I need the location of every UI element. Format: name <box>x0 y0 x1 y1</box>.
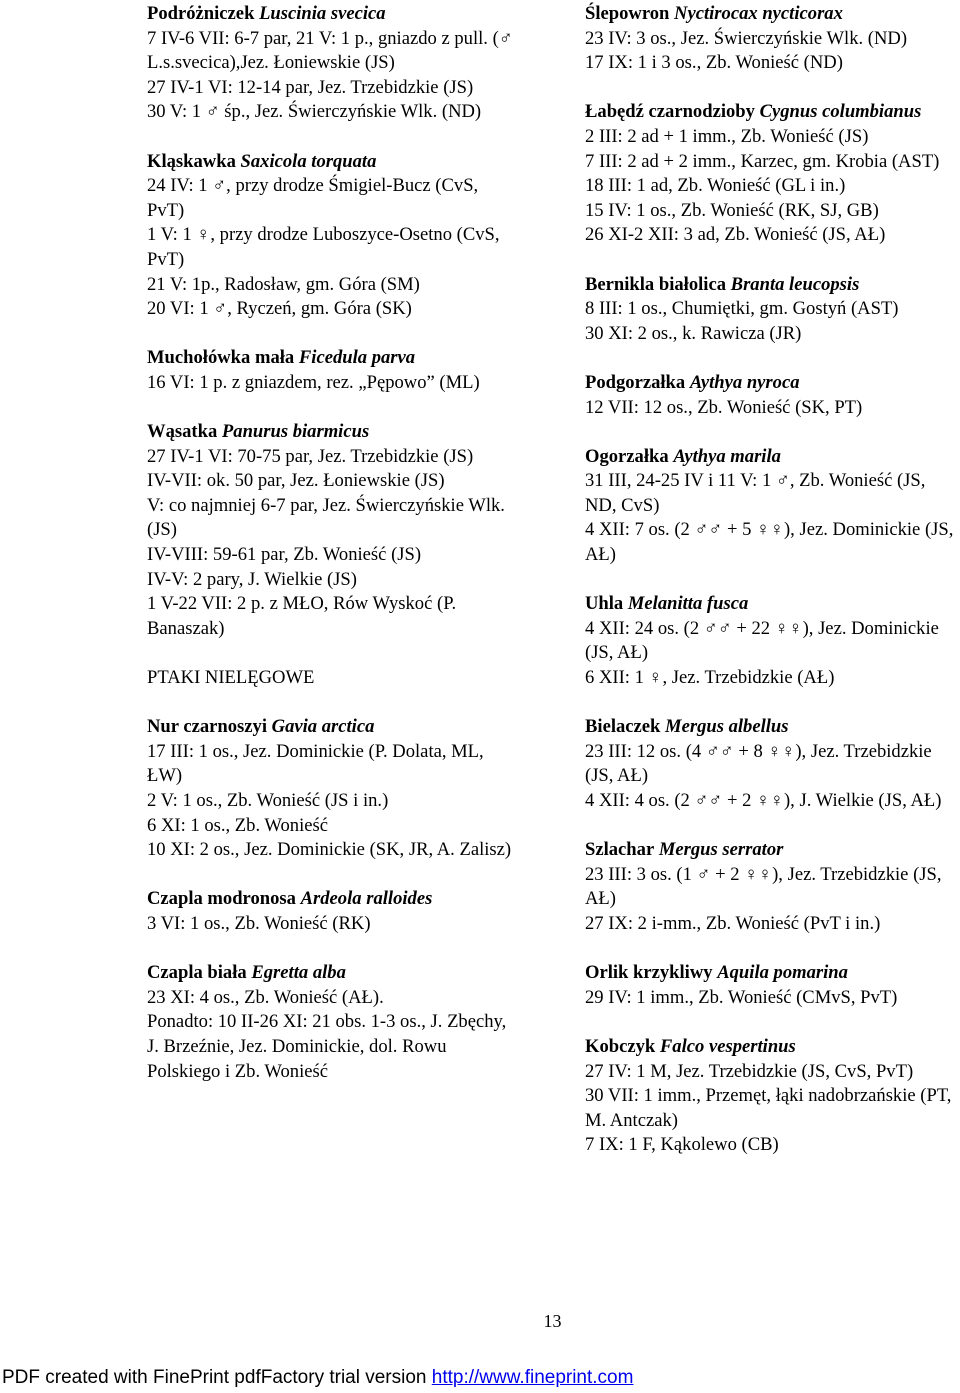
species-entry <box>147 420 517 641</box>
species-polish-name: Podróżniczek <box>147 3 255 24</box>
species-polish-name: Czapla modronosa <box>147 888 296 910</box>
species-polish-name: Ślepowron <box>585 3 670 24</box>
species-entry <box>585 371 960 420</box>
species-title <box>585 715 960 740</box>
species-polish-name: Czapla biała <box>147 962 247 984</box>
species-entry <box>147 346 517 395</box>
species-polish-name: Orlik krzykliwy <box>585 962 713 984</box>
observation-record: 2 V: 1 os., Zb. Wonieść (JS i in.) <box>147 790 389 811</box>
species-title <box>585 445 960 470</box>
species-latin-name: Egretta alba <box>251 962 346 984</box>
observation-record: 30 VII: 1 imm., Przemęt, łąki nadobrzańskie (PT, M. Antczak) <box>585 1085 952 1131</box>
observation-record: 30 V: 1 ♂ śp., Jez. Świerczyńskie Wlk. (ND) <box>147 101 482 123</box>
species-title <box>585 371 960 396</box>
species-title <box>585 838 960 863</box>
species-title <box>585 961 960 986</box>
species-entry <box>585 961 960 1010</box>
species-title <box>585 2 960 27</box>
observation-record: 10 XI: 2 os., Jez. Dominickie (SK, JR, A. Zalisz) <box>147 839 512 861</box>
species-title <box>585 1035 960 1060</box>
observation-record: 1 V-22 VII: 2 p. z MŁO, Rów Wyskoć (P. Banaszak) <box>147 593 457 639</box>
observation-record: 4 XII: 24 os. (2 ♂♂ + 22 ♀♀), Jez. Dominickie (JS, AŁ) <box>585 617 939 664</box>
observation-record: 27 IV-1 VI: 12-14 par, Jez. Trzebidzkie (JS) <box>147 76 474 98</box>
observation-record: 30 XI: 2 os., k. Rawicza (JR) <box>585 322 802 344</box>
species-latin-name: Aythya marila <box>673 445 781 467</box>
observation-record: 23 IV: 3 os., Jez. Świerczyńskie Wlk. (ND) <box>585 27 908 49</box>
species-latin-name: Falco vespertinus <box>659 1035 796 1057</box>
species-entry <box>585 715 960 813</box>
observation-record: 3 VI: 1 os., Zb. Wonieść (RK) <box>147 912 371 934</box>
observation-record: 1 V: 1 ♀, przy drodze Luboszyce-Osetno (CvS, PvT) <box>147 224 500 270</box>
footer-text: PDF created with FinePrint pdfFactory trial version <box>2 1367 432 1388</box>
species-latin-name: Nyctirocax nycticorax <box>674 3 843 24</box>
species-polish-name: Szlachar <box>585 839 655 861</box>
species-latin-name: Mergus serrator <box>658 839 784 861</box>
species-polish-name: Bernikla białolica <box>585 273 727 295</box>
species-title <box>147 666 517 691</box>
observation-record: 12 VII: 12 os., Zb. Wonieść (SK, PT) <box>585 396 863 418</box>
species-entry <box>147 715 517 863</box>
observation-record: 21 V: 1p., Radosław, gm. Góra (SM) <box>147 273 420 295</box>
species-entry <box>585 273 960 347</box>
observation-record: V: co najmniej 6-7 par, Jez. Świerczyńskie Wlk. (JS) <box>147 494 505 541</box>
species-latin-name: Luscinia svecica <box>259 3 386 24</box>
observation-record: 17 III: 1 os., Jez. Dominickie (P. Dolata, ML, ŁW) <box>147 740 484 787</box>
observation-record: 7 III: 2 ad + 2 imm., Karzec, gm. Krobia (AST) <box>585 150 940 172</box>
species-entry <box>585 100 960 248</box>
observation-record: 16 VI: 1 p. z gniazdem, rez. „Pępowo” (ML) <box>147 371 480 393</box>
species-polish-name: Nur czarnoszyi <box>147 716 267 738</box>
pdf-footer <box>2 1366 633 1390</box>
species-latin-name: Branta leucopsis <box>730 273 860 295</box>
footer-link[interactable]: http://www.fineprint.com <box>431 1367 634 1388</box>
species-latin-name: Gavia arctica <box>271 716 375 738</box>
left-column <box>147 2 517 1109</box>
observation-record: 4 XII: 7 os. (2 ♂♂ + 5 ♀♀), Jez. Dominickie (JS, AŁ) <box>585 519 954 566</box>
observation-record: 27 IV-1 VI: 70-75 par, Jez. Trzebidzkie (JS) <box>147 445 474 467</box>
observation-record: Ponadto: 10 II-26 XI: 21 obs. 1-3 os., J. Zbęchy, J. Brzeźnie, Jez. Dominickie, dol. Rowu Polskiego i Zb. Wonieść <box>147 1011 507 1082</box>
species-title <box>147 2 517 27</box>
species-entry <box>147 887 517 936</box>
species-latin-name: Saxicola torquata <box>240 150 377 172</box>
species-title <box>585 592 960 617</box>
species-entry <box>585 592 960 690</box>
observation-record: 17 IX: 1 i 3 os., Zb. Wonieść (ND) <box>585 52 843 74</box>
species-entry <box>585 2 960 76</box>
observation-record: 24 IV: 1 ♂, przy drodze Śmigiel-Bucz (CvS, PvT) <box>147 175 479 221</box>
species-polish-name: Bielaczek <box>585 716 661 738</box>
observation-record: 23 XI: 4 os., Zb. Wonieść (AŁ). <box>147 986 384 1008</box>
species-title <box>585 273 960 298</box>
species-latin-name: Ficedula parva <box>298 347 416 369</box>
species-polish-name: Kobczyk <box>585 1035 656 1057</box>
species-polish-name: Łabędź czarnodzioby <box>585 101 755 123</box>
species-entry <box>585 445 960 568</box>
observation-record: IV-VIII: 59-61 par, Zb. Wonieść (JS) <box>147 544 422 566</box>
species-entry <box>585 838 960 936</box>
species-entry <box>147 2 517 125</box>
observation-record: 8 III: 1 os., Chumiętki, gm. Gostyń (AST) <box>585 298 899 320</box>
species-title <box>147 887 517 912</box>
species-polish-name: Ogorzałka <box>585 445 669 467</box>
page-number: 13 <box>543 1311 562 1331</box>
species-polish-name: Kląskawka <box>147 150 236 172</box>
section-heading <box>147 666 517 691</box>
observation-record: 23 III: 3 os. (1 ♂ + 2 ♀♀), Jez. Trzebidzkie (JS, AŁ) <box>585 863 942 910</box>
observation-record: 29 IV: 1 imm., Zb. Wonieść (CMvS, PvT) <box>585 986 898 1008</box>
observation-record: 4 XII: 4 os. (2 ♂♂ + 2 ♀♀), J. Wielkie (JS, AŁ) <box>585 790 942 811</box>
species-polish-name: Wąsatka <box>147 421 218 443</box>
species-entry <box>147 150 517 322</box>
species-title <box>147 420 517 445</box>
species-polish-name: Podgorzałka <box>585 371 686 393</box>
species-title <box>585 100 960 125</box>
observation-record: 27 IX: 2 i-mm., Zb. Wonieść (PvT i in.) <box>585 912 881 934</box>
observation-record: 26 XI-2 XII: 3 ad, Zb. Wonieść (JS, AŁ) <box>585 224 886 246</box>
observation-record: 15 IV: 1 os., Zb. Wonieść (RK, SJ, GB) <box>585 199 879 221</box>
species-title <box>147 150 517 175</box>
observation-record: IV-V: 2 pary, J. Wielkie (JS) <box>147 568 357 590</box>
observation-record: 7 IV-6 VII: 6-7 par, 21 V: 1 p., gniazdo z pull. (♂ L.s.svecica),Jez. Łoniewskie (JS) <box>147 27 513 74</box>
species-latin-name: Panurus biarmicus <box>221 421 370 443</box>
species-latin-name: Mergus albellus <box>665 716 789 738</box>
species-entry <box>147 961 517 1084</box>
species-latin-name: Aquila pomarina <box>717 962 848 984</box>
species-latin-name: Ardeola ralloides <box>300 888 433 910</box>
species-polish-name: Muchołówka mała <box>147 347 295 369</box>
observation-record: 27 IV: 1 M, Jez. Trzebidzkie (JS, CvS, PvT) <box>585 1060 914 1082</box>
observation-record: 23 III: 12 os. (4 ♂♂ + 8 ♀♀), Jez. Trzebidzkie (JS, AŁ) <box>585 740 932 787</box>
observation-record: 20 VI: 1 ♂, Ryczeń, gm. Góra (SK) <box>147 298 412 320</box>
species-latin-name: Melanitta fusca <box>627 593 749 615</box>
observation-record: 6 XI: 1 os., Zb. Wonieść <box>147 814 328 836</box>
observation-record: 18 III: 1 ad, Zb. Wonieść (GL i in.) <box>585 175 846 197</box>
species-polish-name: Uhla <box>585 593 624 615</box>
species-latin-name: Cygnus columbianus <box>759 101 922 123</box>
observation-record: 31 III, 24-25 IV i 11 V: 1 ♂, Zb. Wonieść (JS, ND, CvS) <box>585 470 926 516</box>
right-column <box>585 2 960 1183</box>
species-title <box>147 961 517 986</box>
observation-record: IV-VII: ok. 50 par, Jez. Łoniewskie (JS) <box>147 470 445 492</box>
species-title <box>147 715 517 740</box>
observation-record: 2 III: 2 ad + 1 imm., Zb. Wonieść (JS) <box>585 125 869 147</box>
observation-record: 7 IX: 1 F, Kąkolewo (CB) <box>585 1134 779 1156</box>
species-latin-name: Aythya nyroca <box>689 371 800 393</box>
species-entry <box>585 1035 960 1158</box>
heading-text: PTAKI NIELĘGOWE <box>147 667 315 689</box>
species-title <box>147 346 517 371</box>
observation-record: 6 XII: 1 ♀, Jez. Trzebidzkie (AŁ) <box>585 667 835 689</box>
